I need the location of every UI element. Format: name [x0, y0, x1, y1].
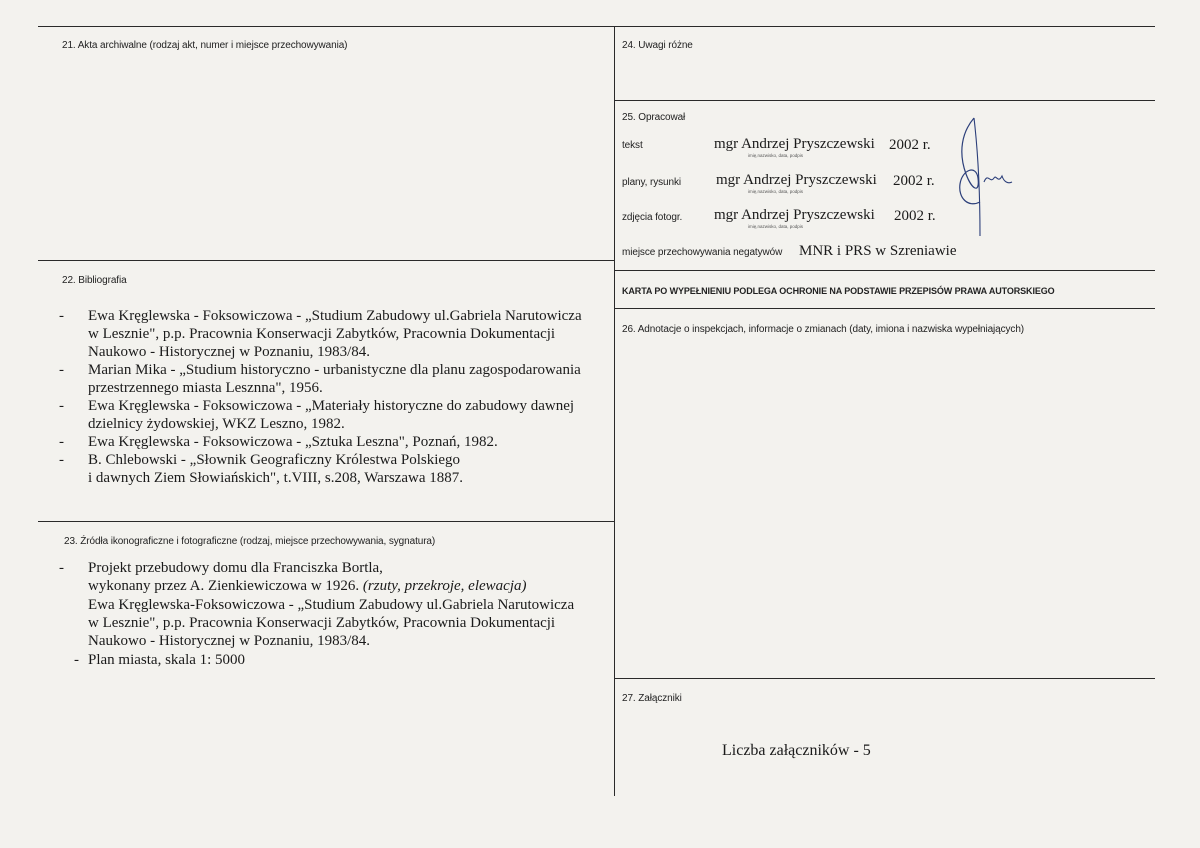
- rule-24-25: [614, 100, 1155, 101]
- list-dash: -: [59, 362, 64, 378]
- author-year: 2002 r.: [893, 173, 935, 189]
- bibliography-item: [59, 361, 582, 397]
- top-rule: [38, 26, 1155, 27]
- bibliography-item: [59, 433, 582, 451]
- author-name: mgr Andrzej Pryszczewski: [716, 172, 877, 188]
- attachments-count: Liczba załączników - 5: [722, 742, 871, 759]
- list-dash: -: [74, 652, 79, 668]
- author-hint: imię,nazwisko, data, podpis: [748, 153, 804, 158]
- bib-line: Naukowo - Historycznej w Poznaniu, 1983/84.: [88, 344, 371, 360]
- bib-line: Ewa Kręglewska - Foksowiczowa - „Sztuka Leszna", Poznań, 1982.: [88, 434, 498, 450]
- bibliography-item: [59, 397, 582, 433]
- rule-21-22: [38, 260, 614, 261]
- iconography-line: Projekt przebudowy domu dla Franciszka Bortla,: [88, 560, 383, 576]
- section-26-label: 26. Adnotacje o inspekcjach, informacje o zmianach (daty, imiona i nazwiska wypełniających): [622, 324, 1025, 335]
- rule-22-23: [38, 521, 614, 522]
- iconography-line-italic: (rzuty, przekroje, elewacja): [362, 578, 527, 594]
- rule-note-26: [614, 308, 1155, 309]
- author-role: zdjęcia fotogr.: [622, 212, 683, 223]
- iconography-line: [88, 577, 527, 595]
- negatives-value: MNR i PRS w Szreniawie: [799, 243, 957, 259]
- section-25-label: 25. Opracował: [622, 112, 686, 123]
- negatives-label: miejsce przechowywania negatywów: [622, 247, 783, 258]
- bibliography-list: [59, 307, 582, 487]
- rule-25-note: [614, 270, 1155, 271]
- signature-icon: [944, 112, 1024, 242]
- list-dash: -: [59, 308, 64, 324]
- list-dash: -: [59, 452, 64, 468]
- author-role: tekst: [622, 140, 643, 151]
- author-name: mgr Andrzej Pryszczewski: [714, 207, 875, 223]
- author-year: 2002 r.: [894, 208, 936, 224]
- author-name: mgr Andrzej Pryszczewski: [714, 136, 875, 152]
- section-24-label: 24. Uwagi różne: [622, 40, 693, 51]
- list-dash: -: [59, 434, 64, 450]
- bibliography-item: [59, 451, 582, 487]
- list-dash: -: [59, 398, 64, 414]
- iconography-line: w Lesznie", p.p. Pracownia Konserwacji Zabytków, Pracownia Dokumentacji: [88, 615, 556, 631]
- list-dash: -: [59, 560, 64, 576]
- section-27-label: 27. Załączniki: [622, 693, 682, 704]
- rule-26-27: [614, 678, 1155, 679]
- iconography-line: Naukowo - Historycznej w Poznaniu, 1983/84.: [88, 633, 371, 649]
- author-year: 2002 r.: [889, 137, 931, 153]
- section-21-label: 21. Akta archiwalne (rodzaj akt, numer i miejsce przechowywania): [62, 40, 348, 51]
- copyright-note: KARTA PO WYPEŁNIENIU PODLEGA OCHRONIE NA PODSTAWIE PRZEPISÓW PRAWA AUTORSKIEGO: [622, 286, 1055, 296]
- bib-line: i dawnych Ziem Słowiańskich", t.VIII, s.208, Warszawa 1887.: [88, 470, 463, 486]
- bib-line: Marian Mika - „Studium historyczno - urbanistyczne dla planu zagospodarowania: [88, 362, 581, 378]
- bib-line: w Lesznie", p.p. Pracownia Konserwacji Zabytków, Pracownia Dokumentacji: [88, 326, 556, 342]
- iconography-line: Ewa Kręglewska-Foksowiczowa - „Studium Zabudowy ul.Gabriela Narutowicza: [88, 597, 575, 613]
- iconography-line-text: wykonany przez A. Zienkiewiczowa w 1926.: [88, 578, 363, 594]
- bib-line: B. Chlebowski - „Słownik Geograficzny Królestwa Polskiego: [88, 452, 461, 468]
- center-divider: [614, 26, 615, 796]
- author-hint: imię,nazwisko, data, podpis: [748, 224, 804, 229]
- bib-line: dzielnicy żydowskiej, WKZ Leszno, 1982.: [88, 416, 345, 432]
- section-22-label: 22. Bibliografia: [62, 275, 127, 286]
- bib-line: przestrzennego miasta Lesznna", 1956.: [88, 380, 323, 396]
- author-role: plany, rysunki: [622, 177, 681, 188]
- author-hint: imię,nazwisko, data, podpis: [748, 189, 804, 194]
- iconography-line: Plan miasta, skala 1: 5000: [88, 652, 246, 668]
- section-23-label: 23. Źródła ikonograficzne i fotograficzne (rodzaj, miejsce przechowywania, sygnatura): [64, 536, 436, 547]
- bib-line: Ewa Kręglewska - Foksowiczowa - „Materiały historyczne do zabudowy dawnej: [88, 398, 575, 414]
- bibliography-item: [59, 307, 582, 361]
- bib-line: Ewa Kręglewska - Foksowiczowa - „Studium Zabudowy ul.Gabriela Narutowicza: [88, 308, 582, 324]
